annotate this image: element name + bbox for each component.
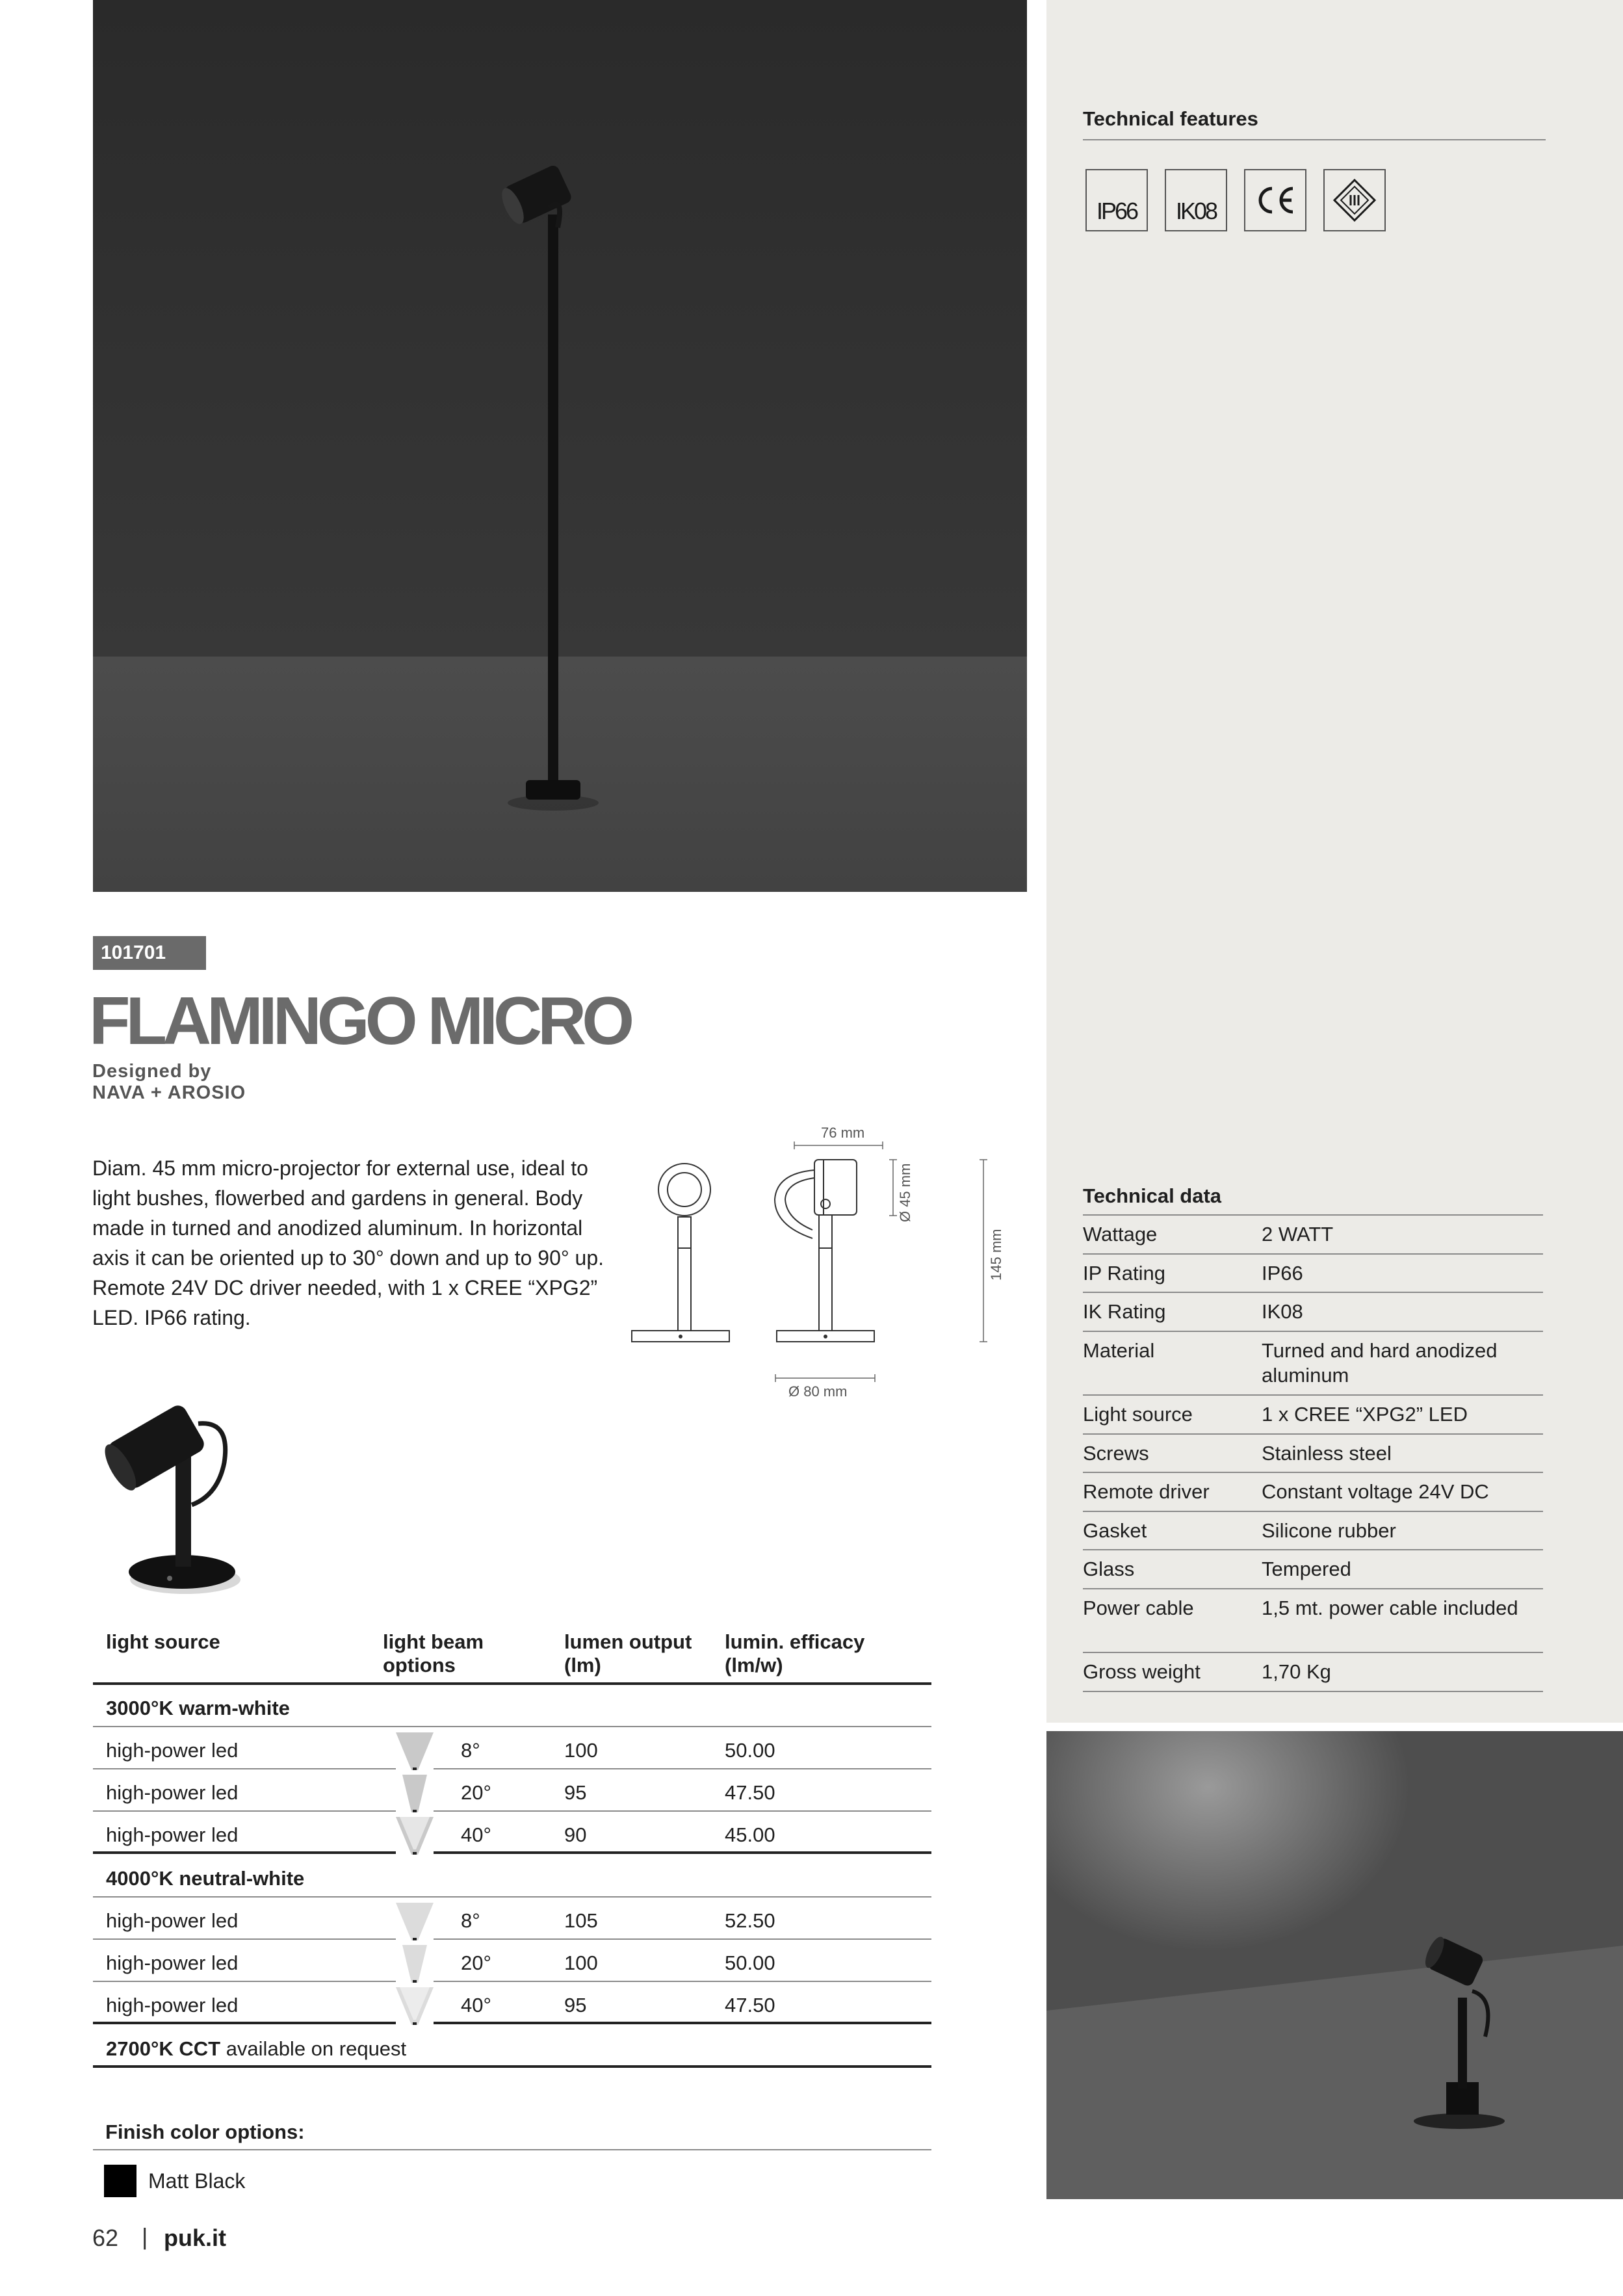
technical-drawing bbox=[624, 1118, 1027, 1404]
technical-data-row bbox=[1083, 1255, 1543, 1293]
product-title: FLAMINGO MICRO bbox=[89, 984, 630, 1059]
cell-efficacy: 45.00 bbox=[725, 1823, 775, 1846]
group-title: 3000°K warm-white bbox=[106, 1697, 290, 1719]
beam-medium-icon bbox=[396, 1775, 434, 1812]
technical-data-label: Gross weight bbox=[1083, 1660, 1201, 1683]
cell-beam-angle: 20° bbox=[461, 1781, 491, 1804]
technical-data-row bbox=[1083, 1473, 1543, 1512]
cell-beam-angle: 20° bbox=[461, 1951, 491, 1974]
technical-data-row bbox=[1083, 1435, 1543, 1473]
footer-website-link[interactable]: puk.it bbox=[164, 2224, 226, 2251]
table-row bbox=[93, 1727, 931, 1769]
designer-name: NAVA + AROSIO bbox=[92, 1082, 246, 1103]
ip66-badge-icon: IP66 bbox=[1085, 169, 1148, 231]
color-swatch-matt-black bbox=[104, 2165, 136, 2197]
beam-narrow-icon bbox=[396, 1732, 434, 1770]
table-row bbox=[93, 1812, 931, 1854]
technical-data-value: 1,70 Kg bbox=[1262, 1660, 1331, 1683]
cell-beam-angle: 8° bbox=[461, 1739, 480, 1762]
cell-light-source: high-power led bbox=[106, 1781, 239, 1804]
group-title: 4000°K neutral-white bbox=[106, 1867, 305, 1890]
technical-data-label: IP Rating bbox=[1083, 1262, 1165, 1285]
cell-lumen: 90 bbox=[564, 1823, 587, 1846]
technical-data-value: Turned and hard anodized aluminum bbox=[1262, 1339, 1498, 1387]
light-table-header bbox=[93, 1629, 931, 1685]
cell-light-source: high-power led bbox=[106, 1823, 239, 1846]
ce-mark-icon bbox=[1244, 169, 1306, 231]
technical-data-row bbox=[1083, 1653, 1543, 1692]
technical-data-value: Stainless steel bbox=[1262, 1442, 1392, 1465]
technical-data-value: IK08 bbox=[1262, 1300, 1303, 1323]
technical-data-row bbox=[1083, 1512, 1543, 1550]
table-row bbox=[93, 1769, 931, 1812]
group-title-row bbox=[93, 1855, 931, 1898]
technical-data-row bbox=[1083, 1293, 1543, 1332]
cell-lumen: 95 bbox=[564, 1781, 587, 1804]
cct-note: 2700°K CCT available on request bbox=[106, 2037, 407, 2060]
page-number: 62 bbox=[92, 2224, 119, 2251]
cell-light-source: high-power led bbox=[106, 1739, 239, 1762]
cell-lumen: 100 bbox=[564, 1951, 598, 1974]
designed-by-label: Designed by bbox=[92, 1061, 212, 1082]
technical-data-value: 1 x CREE “XPG2” LED bbox=[1262, 1403, 1468, 1426]
technical-data-label: Glass bbox=[1083, 1558, 1135, 1580]
product-code-badge: 101701 bbox=[93, 936, 206, 970]
technical-data-label: Power cable bbox=[1083, 1597, 1194, 1619]
cell-light-source: high-power led bbox=[106, 1994, 239, 2016]
hero-photo-illustration bbox=[93, 0, 1027, 892]
table-row bbox=[93, 1898, 931, 1940]
beam-wide-icon bbox=[396, 1817, 434, 1855]
technical-data-row bbox=[1083, 1332, 1543, 1396]
technical-data-row bbox=[1083, 1550, 1543, 1589]
technical-data-label: Gasket bbox=[1083, 1519, 1147, 1542]
technical-data-row bbox=[1083, 1216, 1543, 1255]
cell-efficacy: 50.00 bbox=[725, 1739, 775, 1762]
technical-data-value: IP66 bbox=[1262, 1262, 1303, 1285]
technical-data-row bbox=[1083, 1396, 1543, 1435]
dimension-width-label: 76 mm bbox=[821, 1125, 865, 1141]
technical-data-value: Silicone rubber bbox=[1262, 1519, 1396, 1542]
cell-light-source: high-power led bbox=[106, 1951, 239, 1974]
product-description: Diam. 45 mm micro-projector for external use, ideal to light bushes, flowerbed and gardens in general. Body made in turned and anodized aluminum. In horizontal axis it can be oriented up to 30° down and up to 90° up. Remote 24V DC driver needed, with 1 x CREE “XPG2” LED. IP66 rating. bbox=[92, 1156, 604, 1329]
technical-data-row bbox=[1083, 1589, 1543, 1653]
cct-note-row bbox=[93, 2026, 931, 2068]
technical-data-value: 2 WATT bbox=[1262, 1223, 1334, 1246]
cell-beam-angle: 40° bbox=[461, 1823, 491, 1846]
technical-data-value: Tempered bbox=[1262, 1558, 1351, 1580]
ce-mark-glyph bbox=[1253, 182, 1298, 218]
header-light-source: light source bbox=[106, 1630, 220, 1653]
technical-data-title: Technical data bbox=[1083, 1184, 1222, 1207]
cell-lumen: 105 bbox=[564, 1909, 598, 1932]
cell-beam-angle: 40° bbox=[461, 1994, 491, 2016]
dimension-head-diameter-label: Ø 45 mm bbox=[897, 1163, 913, 1222]
table-row bbox=[93, 1982, 931, 2024]
header-lumen-output: lumen output (lm) bbox=[564, 1630, 692, 1676]
beam-narrow-icon bbox=[396, 1903, 434, 1940]
class-iii-glyph bbox=[1332, 177, 1377, 223]
cell-beam-angle: 8° bbox=[461, 1909, 480, 1932]
ambient-photo-illustration bbox=[1046, 1731, 1623, 2199]
cell-lumen: 100 bbox=[564, 1739, 598, 1762]
dimension-base-diameter-label: Ø 80 mm bbox=[788, 1383, 848, 1400]
technical-features-rule bbox=[1083, 139, 1546, 140]
class-iii-diamond-icon bbox=[1323, 169, 1386, 231]
cell-lumen: 95 bbox=[564, 1994, 587, 2016]
group-title-row bbox=[93, 1685, 931, 1727]
technical-data-value: 1,5 mt. power cable included bbox=[1262, 1597, 1518, 1619]
cell-efficacy: 47.50 bbox=[725, 1994, 775, 2016]
table-row bbox=[93, 1940, 931, 1982]
color-swatch-label: Matt Black bbox=[148, 2169, 246, 2193]
technical-data-label: Material bbox=[1083, 1339, 1155, 1362]
technical-data-label: Remote driver bbox=[1083, 1480, 1210, 1503]
cell-efficacy: 47.50 bbox=[725, 1781, 775, 1804]
technical-data-value: Constant voltage 24V DC bbox=[1262, 1480, 1489, 1503]
hero-product-photo bbox=[93, 0, 1027, 892]
technical-data-label: Light source bbox=[1083, 1403, 1193, 1426]
ambient-product-photo bbox=[1046, 1731, 1623, 2199]
beam-wide-icon bbox=[396, 1987, 434, 2025]
cell-light-source: high-power led bbox=[106, 1909, 239, 1932]
technical-data-label: IK Rating bbox=[1083, 1300, 1166, 1323]
header-light-beam: light beam options bbox=[383, 1630, 484, 1676]
technical-features-title: Technical features bbox=[1083, 107, 1258, 130]
technical-data-label: Screws bbox=[1083, 1442, 1149, 1465]
dimension-height-label: 145 mm bbox=[988, 1229, 1004, 1281]
footer-separator: | bbox=[142, 2223, 148, 2250]
finish-options-title: Finish color options: bbox=[105, 2120, 305, 2143]
cell-efficacy: 52.50 bbox=[725, 1909, 775, 1932]
cell-efficacy: 50.00 bbox=[725, 1951, 775, 1974]
finish-options-rule bbox=[93, 2149, 931, 2150]
ik08-badge-icon: IK08 bbox=[1165, 169, 1227, 231]
header-lumin-efficacy: lumin. efficacy (lm/w) bbox=[725, 1630, 865, 1676]
technical-data-label: Wattage bbox=[1083, 1223, 1158, 1246]
product-cutout-photo bbox=[84, 1385, 253, 1599]
beam-medium-icon bbox=[396, 1945, 434, 1983]
